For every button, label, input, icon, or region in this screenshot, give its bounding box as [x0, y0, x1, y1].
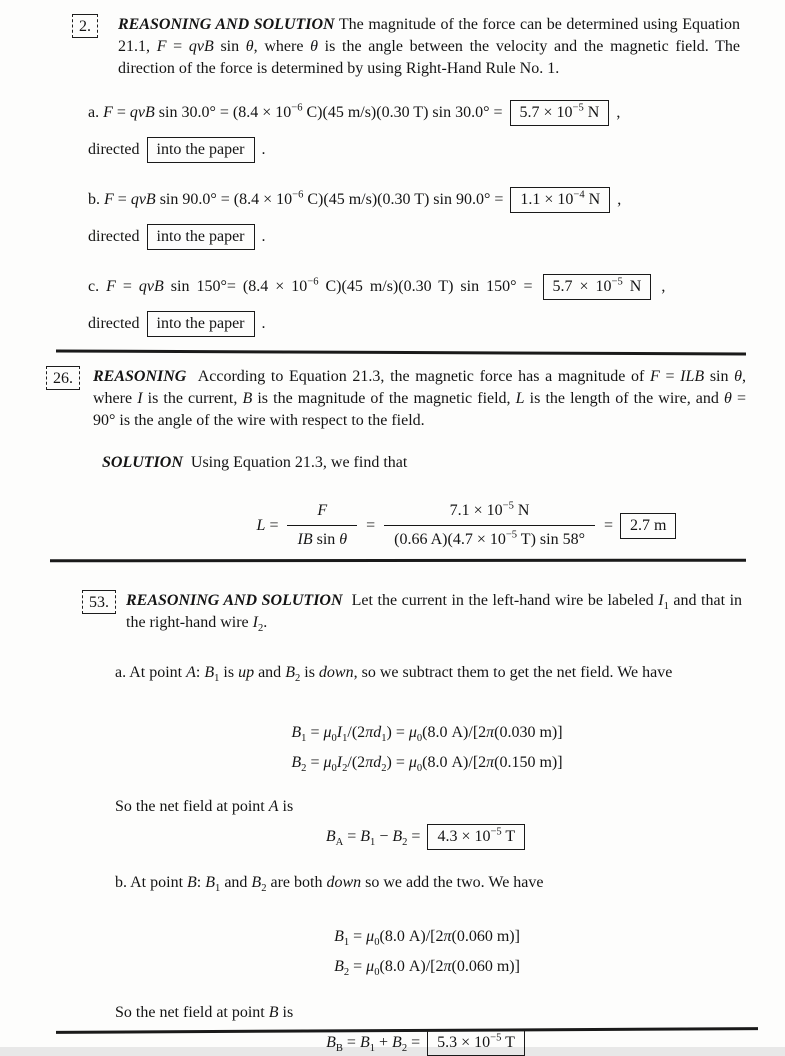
problem-2-intro-text: The magnitude of the force can be determined using Equation 21.1, F = qvB sin θ, where θ is the angle between the velocity and the magnetic field. The direction of the force is determined by using Right-Hand Rule No. 1. — [118, 16, 741, 77]
problem-2-parts — [88, 100, 740, 337]
problem-26-number-box — [46, 366, 80, 390]
part-a-intro: a. At point A: $B_1$ is up and $B_2$ is down, so we subtract them to get the net field. We have — [115, 664, 673, 685]
solution-label: SOLUTION — [102, 454, 183, 471]
problem-2-number: 2. — [79, 18, 91, 35]
answer-box-length: 2.7 m — [620, 513, 676, 539]
part-b-intro: b. At point B: $B_1$ and $B_2$ are both down so we add the two. We have — [115, 874, 544, 895]
equals-sign: = — [603, 516, 613, 534]
problem-26-intro-text: According to Equation 21.3, the magnetic force has a magnitude of F = ILB sin θ, where I is the current, B is the magnitude of the magnetic field, L is the length of the wire, and θ = 90° is the angle of the wire with respect to the field. — [93, 368, 747, 429]
part-b-equation: b. F = qvB $\sin 90.0^\circ = (8.4 \times 10^{-6}$ C)(45 m/s)(0.30 T) $\sin 90.0^\circ = 1.1 \times 10^{-4}$ N , — [88, 187, 740, 213]
net-field-a-text: So the net field at point A is — [115, 798, 294, 815]
problem-53-section — [82, 590, 742, 1056]
problem-26-number: 26. — [53, 370, 73, 387]
part-b-direction: directed into the paper . — [88, 224, 740, 250]
equation-lhs: L = — [256, 516, 279, 534]
net-field-a-equation: $B_A = B_1 - B_2 = 4.3 \times 10^{-5}$ T — [82, 824, 742, 850]
problem-2-number-box — [72, 14, 98, 38]
field-b1-equation: $B_1 = \mu_0I_1/(2\pi d_1) = \mu_0(8.0$ A)/[2π(0.030 m)] — [291, 724, 563, 745]
problem-2-section — [72, 14, 740, 361]
fraction-numerator: $7.1 \times 10^{-5}$ N — [449, 500, 530, 519]
problem-26-intro-paragraph — [93, 366, 746, 432]
problem-26-section — [46, 366, 746, 551]
field-b2-equation: $B_2 = \mu_0(8.0$ A)/[2π(0.060 m)] — [334, 958, 520, 979]
numeric-fraction — [384, 500, 595, 551]
part-a — [88, 100, 740, 163]
part-b — [88, 187, 740, 250]
part-c-equation: c. F = qvB $\sin 150^\circ= (8.4 \times 10^{-6}$ C)(45 m/s)(0.30 T) $\sin 150^\circ = 5.7 \times 10^{-5}$ N , — [88, 274, 740, 300]
field-b2-equation: $B_2 = \mu_0I_2/(2\pi d_2) = \mu_0(8.0$ A)/[2π(0.150 m)] — [291, 754, 563, 775]
equals-sign: = — [366, 516, 376, 534]
problem-53-intro-paragraph — [126, 590, 742, 634]
symbolic-fraction — [287, 500, 357, 551]
problem-2-header — [72, 14, 740, 80]
part-a-equations — [82, 718, 742, 778]
problem-2-intro-paragraph — [118, 14, 740, 80]
part-b-equations — [82, 922, 742, 982]
section-divider-2 — [50, 559, 746, 563]
problem-53-number: 53. — [89, 594, 109, 611]
problem-26-equation — [46, 500, 746, 551]
problem-2-heading: REASONING AND SOLUTION — [118, 16, 335, 33]
part-c-direction: directed into the paper . — [88, 311, 740, 337]
net-field-b-equation: $B_B = B_1 + B_2 = 5.3 \times 10^{-5}$ T — [82, 1030, 742, 1056]
problem-26-heading: REASONING — [93, 368, 187, 385]
part-a-equation: a. F = qvB $\sin 30.0^\circ = (8.4 \times 10^{-6}$ C)(45 m/s)(0.30 T) $\sin 30.0^\circ = 5.7 \times 10^{-5}$ N , — [88, 100, 740, 126]
problem-53-number-box — [82, 590, 116, 614]
field-b1-equation: $B_1 = \mu_0(8.0$ A)/[2π(0.060 m)] — [334, 928, 520, 949]
problem-26-solution-line — [102, 452, 746, 474]
fraction-denominator: (0.66 $A)(4.7 \times 10^{-5}$ T) sin 58° — [384, 525, 595, 551]
net-field-b-text: So the net field at point B is — [115, 1004, 294, 1021]
fraction-numerator: F — [317, 502, 328, 519]
problem-53-intro-text: Let the current in the left-hand wire be labeled $I_1$ and that in the right-hand wire $I_2$. — [126, 592, 743, 635]
problem-53-header — [82, 590, 742, 634]
part-c — [88, 274, 740, 337]
solution-text: Using Equation 21.3, we find that — [190, 454, 408, 471]
fraction-denominator: IB sin θ — [287, 525, 357, 551]
problem-26-header — [46, 366, 746, 432]
problem-53-heading: REASONING AND SOLUTION — [126, 592, 343, 609]
part-a-direction: directed into the paper . — [88, 137, 740, 163]
